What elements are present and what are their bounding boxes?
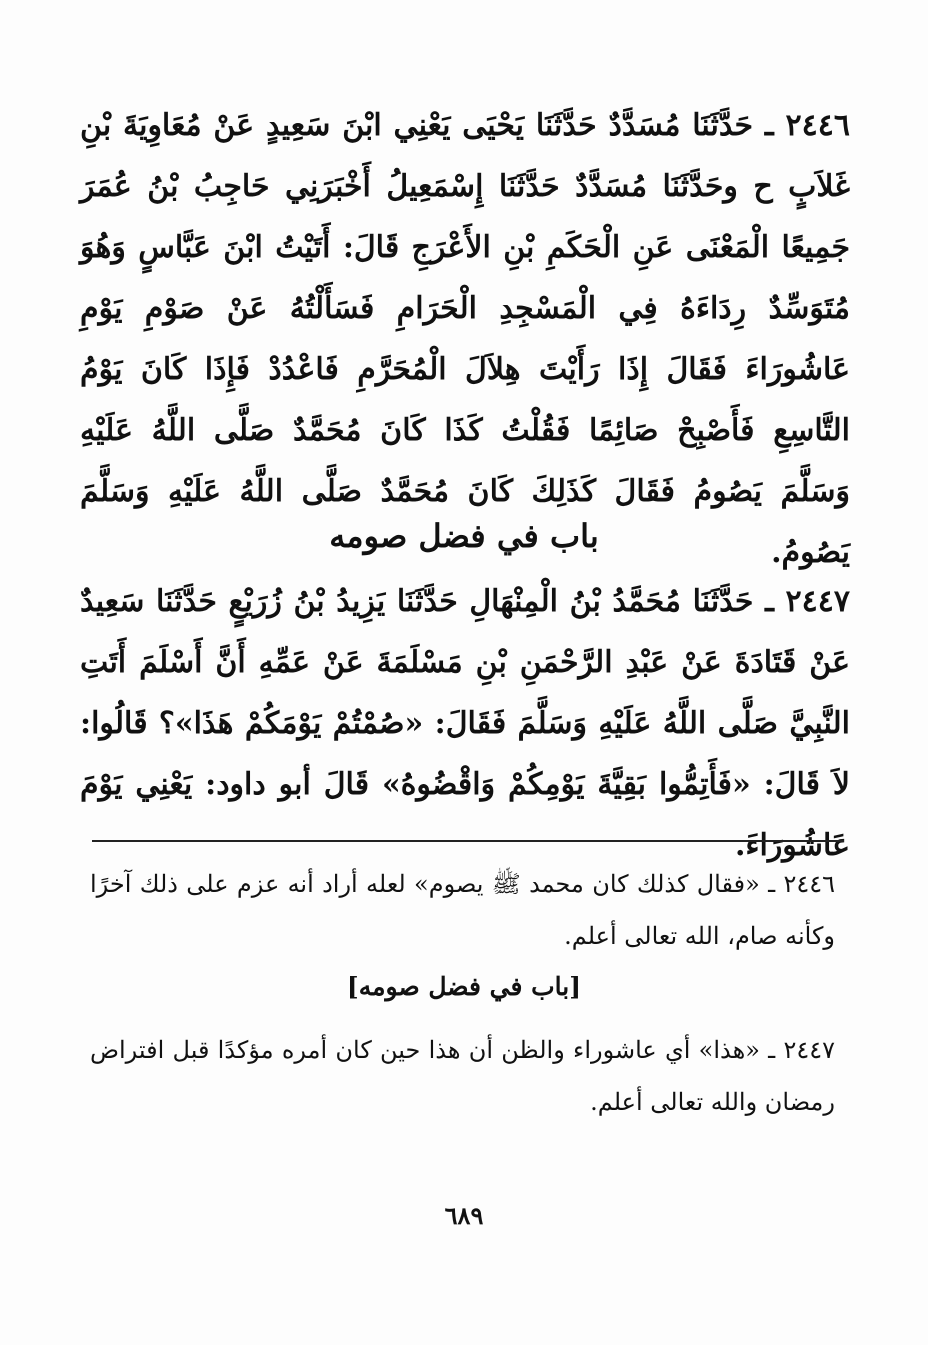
commentary-note-2446: ٢٤٤٦ ـ «فقال كذلك كان محمد ﷺ يصوم» لعله أراد أنه عزم على ذلك آخرًا وكأنه صام، الله تعالى أعلم.	[90, 870, 835, 950]
chapter-heading: باب في فضل صومه	[329, 517, 599, 555]
page-number: ٦٨٩	[444, 1201, 484, 1230]
hadith-2447: ٢٤٤٧ ـ حَدَّثَنَا مُحَمَّدُ بْنُ الْمِنْهَالِ حَدَّثَنَا يَزِيدُ بْنُ زُرَيْعٍ حَدَّثَنَا سَعِيدٌ عَنْ قَتَادَةَ عَنْ عَبْدِ الرَّحْمَنِ بْنِ مَسْلَمَةَ عَنْ عَمِّهِ أَنَّ أَسْلَمَ أَتَتِ النَّبِيَّ صَلَّى اللَّهُ عَلَيْهِ وَسَلَّمَ فَقَالَ: «صُمْتُمْ يَوْمَكُمْ هَذَا»؟ قَالُوا: لاَ قَالَ: «فَأَتِمُّوا بَقِيَّةَ يَوْمِكُمْ وَاقْضُوهُ» قَالَ أبو داود: يَعْنِي يَوْمَ عَاشُورَاءَ.	[80, 584, 850, 863]
commentary-chapter-heading: [باب في فضل صومه]	[346, 972, 582, 1001]
footnote-divider	[92, 840, 844, 842]
hadith-2446: ٢٤٤٦ ـ حَدَّثَنَا مُسَدَّدٌ حَدَّثَنَا يَحْيَى يَعْنِي ابْنَ سَعِيدٍ عَنْ مُعَاوِيَةَ بْنِ غَلاَبٍ ح وحَدَّثَنَا مُسَدَّدٌ حَدَّثَنَا إِسْمَعِيلُ أَخْبَرَنِي حَاجِبُ بْنُ عُمَرَ جَمِيعًا الْمَعْنَى عَنِ الْحَكَمِ بْنِ الأَعْرَجِ قَالَ: أَتَيْتُ ابْنَ عَبَّاسٍ وَهُوَ مُتَوَسِّدٌ رِدَاءَهُ فِي الْمَسْجِدِ الْحَرَامِ فَسَأَلْتُهُ عَنْ صَوْمِ يَوْمِ عَاشُورَاءَ فَقَالَ إِذَا رَأَيْتَ هِلاَلَ الْمُحَرَّمِ فَاعْدُدْ فَإِذَا كَانَ يَوْمُ التَّاسِعِ فَأَصْبِحْ صَائِمًا فَقُلْتُ كَذَا كَانَ مُحَمَّدٌ صَلَّى اللَّهُ عَلَيْهِ وَسَلَّمَ يَصُومُ فَقَالَ كَذَلِكَ كَانَ مُحَمَّدٌ صَلَّى اللَّهُ عَلَيْهِ وَسَلَّمَ يَصُومُ.	[80, 108, 850, 570]
commentary-note-2447: ٢٤٤٧ ـ «هذا» أي عاشوراء والظن أن هذا حين كان أمره مؤكدًا قبل افتراض رمضان والله تعالى أعلم.	[90, 1036, 835, 1116]
